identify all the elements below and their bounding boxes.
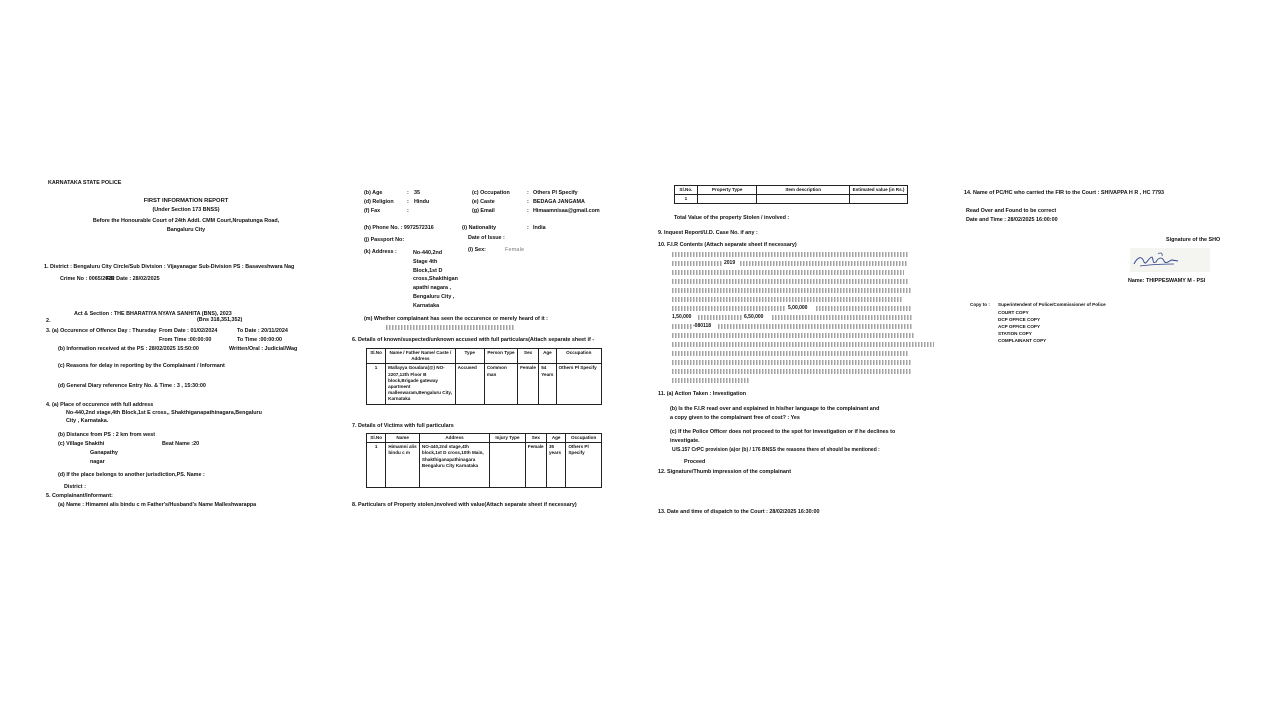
org-name: KARNATAKA STATE POLICE xyxy=(48,180,122,186)
illegible-text xyxy=(672,342,934,347)
illegible-text xyxy=(672,369,912,374)
email-label: (g) Email xyxy=(472,208,495,214)
table-cell: 35 years xyxy=(547,443,566,488)
read-over-datetime: Date and Time : 28/02/2025 16:00:00 xyxy=(966,217,1058,223)
sho-name: Name: THIPPESWAMY M - PSI xyxy=(1128,278,1206,284)
accused-heading: 6. Details of known/suspected/unknown accused with full particulars(Attach separate sheet if - xyxy=(352,337,595,343)
crime-no: Crime No : 0065/2025 xyxy=(60,276,115,282)
table-cell xyxy=(850,195,908,204)
officer-declines-2: investigate. xyxy=(670,438,700,444)
table-header: Occupation xyxy=(566,434,602,443)
illegible-text xyxy=(672,261,722,266)
table-header: Address xyxy=(419,434,489,443)
address-label: (k) Address : xyxy=(364,249,397,255)
court-line-2: Bangaluru City xyxy=(166,227,206,233)
general-diary: (d) General Diary reference Entry No. & Time : 3 , 15:30:00 xyxy=(58,383,206,389)
phone-number: (h) Phone No. : 9972572316 xyxy=(364,225,434,231)
district-row: 1. District : Bengaluru City Circle/Sub Division : Vijayanagar Sub-Division PS : Basaveshwara Nag xyxy=(44,264,295,270)
colon: : xyxy=(527,190,529,196)
occurrence-address-2: City , Karnataka. xyxy=(66,418,109,424)
illegible-text xyxy=(772,315,912,320)
from-date: From Date : 01/02/2024 xyxy=(159,328,218,334)
written-oral: Written/Oral : Judicial/Wag xyxy=(229,346,298,352)
religion-label: (d) Religion xyxy=(364,199,394,205)
fir-read-over-2: a copy given to the complainant free of cost? : Yes xyxy=(670,415,800,421)
sho-signature-title: Signature of the SHO xyxy=(1166,237,1221,243)
complainant-name: (a) Name : Himamni alis bindu c m Father's/Husband's Name Malleshwarappa xyxy=(58,502,257,508)
victims-table xyxy=(366,433,602,488)
illegible-text xyxy=(672,252,908,257)
table-header: Person Type xyxy=(484,349,517,364)
table-header: Estimated value (in Rs.) xyxy=(850,186,908,195)
table-header: Age xyxy=(547,434,566,443)
content-number: 6,50,000 xyxy=(744,314,764,320)
date-of-issue: Date of Issue : xyxy=(468,235,505,241)
occurrence-day: 3. (a) Occurence of Offence Day : Thursday xyxy=(46,328,157,334)
table-cell: Accused xyxy=(455,364,484,404)
act-sub-section: (Bns 318,351,352) xyxy=(197,317,243,323)
fir-contents-heading: 10. F.I.R Contents (Attach separate sheet if necessary) xyxy=(658,242,797,248)
content-number: 5,00,000 xyxy=(788,305,808,311)
illegible-text xyxy=(672,297,902,302)
table-cell xyxy=(490,443,526,488)
table-cell: Female xyxy=(518,364,539,404)
action-taken: 11. (a) Action Taken : Investigation xyxy=(658,391,747,397)
table-cell: NO-440,2nd stage,4th block,1st D cross,10th Main, Shakthiganapathinagara Bengaluru City Karnataka xyxy=(419,443,489,488)
illegible-text xyxy=(672,270,904,275)
copy-list xyxy=(998,309,1046,344)
court-line-1: Before the Honourable Court of 24th Addl. CMM Court,Nrupatunga Road, xyxy=(92,218,280,224)
table-cell xyxy=(697,195,757,204)
illegible-text xyxy=(698,315,742,320)
beat-name: Beat Name :20 xyxy=(162,441,200,447)
colon: : xyxy=(407,199,409,205)
illegible-text xyxy=(672,333,914,338)
info-received: (b) Information received at the PS : 28/02/2025 15:50:00 xyxy=(58,346,199,352)
illegible-text xyxy=(816,306,912,311)
caste-label: (e) Caste xyxy=(472,199,495,205)
complainant-heading: 5. Complainant/Informant: xyxy=(46,493,113,499)
table-header: Sex xyxy=(525,434,546,443)
table-header: Age xyxy=(539,349,556,364)
fax-label: (f) Fax xyxy=(364,208,381,214)
district-label: District : xyxy=(64,484,86,490)
victims-heading: 7. Details of Victims with full particulars xyxy=(352,423,454,429)
table-header: Occupation xyxy=(556,349,601,364)
nationality-label: (i) Nationality xyxy=(462,225,497,231)
property-table xyxy=(674,185,908,204)
table-header: Name xyxy=(386,434,420,443)
age-label: (b) Age xyxy=(364,190,383,196)
officer-declines-1: (c) If the Police Officer does not proceed to the spot for investigation or if he declines to xyxy=(670,429,896,435)
from-time: From Time :00:00:00 xyxy=(159,337,212,343)
table-row xyxy=(367,443,602,488)
passport-label: (j) Passport No: xyxy=(364,237,405,243)
table-cell: Mallayya Goudara(@) NO-2207,12th Floor B block,Brigade gateway apartment malleswaram,Bengaluru City, Karnataka xyxy=(386,364,456,404)
dispatch-date: 13. Date and time of dispatch to the Court : 28/02/2025 16:30:00 xyxy=(658,509,820,515)
address-line: Karnataka xyxy=(413,302,440,309)
place-of-occurrence: 4. (a) Place of occurence with full address xyxy=(46,402,154,408)
illegible-text xyxy=(718,324,912,329)
complainant-signature-label: 12. Signature/Thumb impression of the complainant xyxy=(658,469,791,475)
report-title: FIRST INFORMATION REPORT xyxy=(143,198,229,204)
table-header: Sl.No xyxy=(367,349,386,364)
nationality-value: India xyxy=(533,225,546,231)
table-cell: 1 xyxy=(367,364,386,404)
illegible-text xyxy=(740,261,908,266)
table-cell: Common man xyxy=(484,364,517,404)
report-subtitle: (Under Section 173 BNSS) xyxy=(152,207,220,213)
table-cell: 1 xyxy=(367,443,386,488)
illegible-text xyxy=(672,306,786,311)
illegible-text xyxy=(672,324,692,329)
address-line: cross,Shakthigan xyxy=(413,276,458,283)
table-row xyxy=(675,195,908,204)
to-time: To Time :00:00:00 xyxy=(237,337,283,343)
village-label: (c) Village Shakthi xyxy=(58,441,105,447)
officer-declines-3: U/S.157 CrPC provision (a)or (b) / 176 BNSS the reasons there of should be mentioned : xyxy=(672,447,880,453)
list-item: COMPLAINANT COPY xyxy=(998,338,1047,343)
table-cell: Himamni alis bindu c m xyxy=(386,443,420,488)
fir-page-3 xyxy=(650,178,950,518)
distance-from-ps: (b) Distance from PS : 2 km from west xyxy=(58,432,156,438)
pc-hc-name: 14. Name of PC/HC who carried the FIR to the Court : SHIVAPPA H R , HC 7793 xyxy=(964,190,1164,196)
table-cell: Others Pl Specify xyxy=(566,443,602,488)
illegible-text xyxy=(672,378,750,383)
email-value: Himaamnisaa@gmail.com xyxy=(533,208,600,214)
illegible-text xyxy=(672,351,908,356)
religion-value: Hindu xyxy=(414,199,430,205)
illegible-text xyxy=(386,325,514,330)
table-header: Type xyxy=(455,349,484,364)
table-header: Property Type xyxy=(697,186,757,195)
copy-to-head: Superintendent of Police/Commissioner of Police xyxy=(998,302,1106,307)
colon: : xyxy=(527,208,529,214)
illegible-text xyxy=(672,279,908,284)
other-jurisdiction: (d) If the place belongs to another jurisdiction,PS. Name : xyxy=(58,472,205,478)
illegible-text xyxy=(672,360,912,365)
table-cell xyxy=(757,195,850,204)
table-cell: 54 Years xyxy=(539,364,556,404)
fir-page-1 xyxy=(42,178,330,518)
inquest-report: 9. Inquest Report/U.D. Case No. if any : xyxy=(658,230,758,236)
total-property-value: Total Value of the property Stolen / involved : xyxy=(674,215,790,221)
delay-reason: (c) Reasons for delay in reporting by the Complainant / Informant xyxy=(58,363,225,369)
table-header: Name / Father Name/ Caste / Address xyxy=(386,349,456,364)
village-line-2: Ganapathy xyxy=(90,450,118,456)
address-line: Stage 4th xyxy=(413,258,438,265)
fir-page-2 xyxy=(350,178,640,518)
sho-signature-image xyxy=(1130,248,1210,272)
occurrence-address-1: No-440,2nd stage,4th Block,1st E cross,, Shakthiganapathinagara,Bengaluru xyxy=(66,410,262,416)
content-number: -080118 xyxy=(693,323,712,329)
village-line-3: nagar xyxy=(90,459,105,465)
copy-to-label: Copy to : xyxy=(970,302,990,307)
list-item: DCP OFFICE COPY xyxy=(998,317,1041,322)
address-line: apathi nagara , xyxy=(413,285,452,292)
fir-read-over-1: (b) Is the F.I.R read over and explained in his/her language to the complainant and xyxy=(670,406,880,412)
age-value: 35 xyxy=(414,190,420,196)
table-row xyxy=(367,364,602,404)
occupation-value: Others Pl Specify xyxy=(533,190,578,196)
fir-date: FIR Date : 28/02/2025 xyxy=(106,276,160,282)
accused-table xyxy=(366,348,602,405)
list-item: STATION COPY xyxy=(998,331,1032,336)
table-header: Sex xyxy=(518,349,539,364)
illegible-text xyxy=(672,288,912,293)
read-over-correct: Read Over and Found to be correct xyxy=(966,208,1057,214)
complainant-address xyxy=(413,249,458,311)
list-item: ACP OFFICE COPY xyxy=(998,324,1041,329)
content-number: 1,50,000 xyxy=(672,314,692,320)
occupation-label: (c) Occupation xyxy=(472,190,510,196)
address-line: No-440,2nd xyxy=(413,250,443,256)
address-line: Block,1st D xyxy=(413,267,443,274)
content-number: 2019 xyxy=(724,260,736,266)
table-cell: Female xyxy=(525,443,546,488)
sex-label: (l) Sex: xyxy=(468,247,486,253)
table-cell: Others Pl Specify xyxy=(556,364,601,404)
colon: : xyxy=(407,208,409,214)
table-header: Sl.No xyxy=(367,434,386,443)
sex-value: Female xyxy=(505,247,525,253)
table-header: Injury Type xyxy=(490,434,526,443)
act-section: Act & Section : THE BHARATIYA NYAYA SANHITA (BNS), 2023 xyxy=(74,311,232,317)
table-header: Sl.No. xyxy=(675,186,698,195)
proceed-text: Proceed xyxy=(684,459,706,465)
property-heading: 8. Particulars of Property stolen,involved with value(Attach separate sheet if necessary) xyxy=(352,502,577,508)
colon: : xyxy=(527,225,529,231)
table-cell: 1 xyxy=(675,195,698,204)
fir-page-4 xyxy=(960,178,1240,518)
witness-question: (m) Whether complainant has seen the occurence or merely heard of it : xyxy=(364,316,548,322)
address-line: Bengaluru City , xyxy=(413,293,455,300)
to-date: To Date : 20/11/2024 xyxy=(237,328,288,334)
list-item: COURT COPY xyxy=(998,310,1029,315)
colon: : xyxy=(527,199,529,205)
table-header: Item description xyxy=(757,186,850,195)
colon: : xyxy=(407,190,409,196)
item-2: 2. xyxy=(46,318,51,324)
caste-value: BEDAGA JANGAMA xyxy=(533,199,585,205)
